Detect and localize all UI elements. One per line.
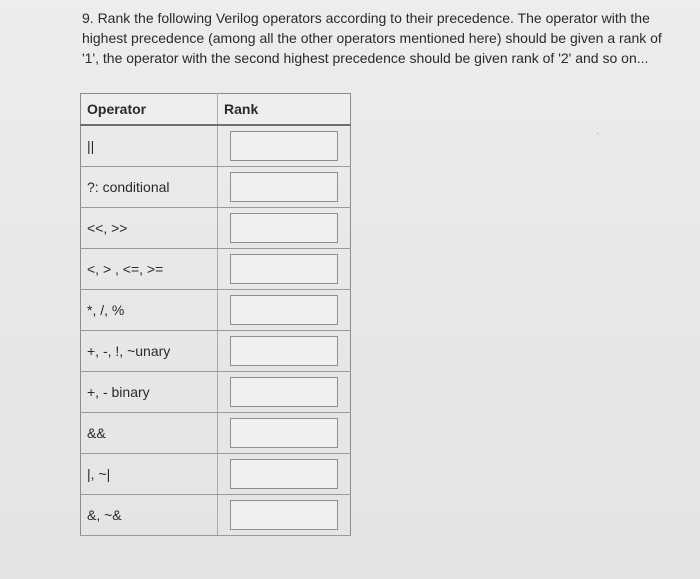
question-text: 9. Rank the following Verilog operators according to their precedence. The operator with the highest precedence (among all the other operators mentioned here) should be given a rank of '1', the operator with the second highest precedence should be given rank of '2' and so on... bbox=[82, 10, 662, 66]
ranking-table bbox=[80, 93, 351, 536]
rank-cell bbox=[218, 290, 351, 331]
rank-cell bbox=[218, 125, 351, 167]
operator-cell: *, /, % bbox=[81, 290, 218, 331]
operator-cell: +, -, !, ~unary bbox=[81, 331, 218, 372]
rank-input[interactable] bbox=[230, 254, 338, 284]
operator-cell: <<, >> bbox=[81, 208, 218, 249]
table-row bbox=[81, 331, 351, 372]
operator-cell: && bbox=[81, 413, 218, 454]
rank-input[interactable] bbox=[230, 336, 338, 366]
rank-cell bbox=[218, 454, 351, 495]
operator-cell: &, ~& bbox=[81, 495, 218, 536]
rank-column-header: Rank bbox=[218, 94, 351, 126]
rank-cell bbox=[218, 167, 351, 208]
rank-input[interactable] bbox=[230, 459, 338, 489]
rank-cell bbox=[218, 495, 351, 536]
table-row bbox=[81, 125, 351, 167]
table-row bbox=[81, 290, 351, 331]
rank-cell bbox=[218, 208, 351, 249]
rank-cell bbox=[218, 372, 351, 413]
rank-input[interactable] bbox=[230, 418, 338, 448]
dust-speck: · bbox=[596, 128, 600, 139]
table-row bbox=[81, 372, 351, 413]
operator-column-header: Operator bbox=[81, 94, 218, 126]
table-row bbox=[81, 454, 351, 495]
rank-input[interactable] bbox=[230, 500, 338, 530]
rank-cell bbox=[218, 331, 351, 372]
operator-cell: ?: conditional bbox=[81, 167, 218, 208]
table-row bbox=[81, 495, 351, 536]
rank-input[interactable] bbox=[230, 131, 338, 161]
rank-input[interactable] bbox=[230, 172, 338, 202]
rank-input[interactable] bbox=[230, 213, 338, 243]
rank-cell bbox=[218, 249, 351, 290]
table-row bbox=[81, 249, 351, 290]
operator-cell: |, ~| bbox=[81, 454, 218, 495]
table-row bbox=[81, 208, 351, 249]
rank-input[interactable] bbox=[230, 295, 338, 325]
operator-cell: +, - binary bbox=[81, 372, 218, 413]
table-row bbox=[81, 413, 351, 454]
operator-cell: <, > , <=, >= bbox=[81, 249, 218, 290]
rank-cell bbox=[218, 413, 351, 454]
rank-input[interactable] bbox=[230, 377, 338, 407]
table-header-row bbox=[81, 94, 351, 126]
table-row bbox=[81, 167, 351, 208]
operator-cell: || bbox=[81, 125, 218, 167]
